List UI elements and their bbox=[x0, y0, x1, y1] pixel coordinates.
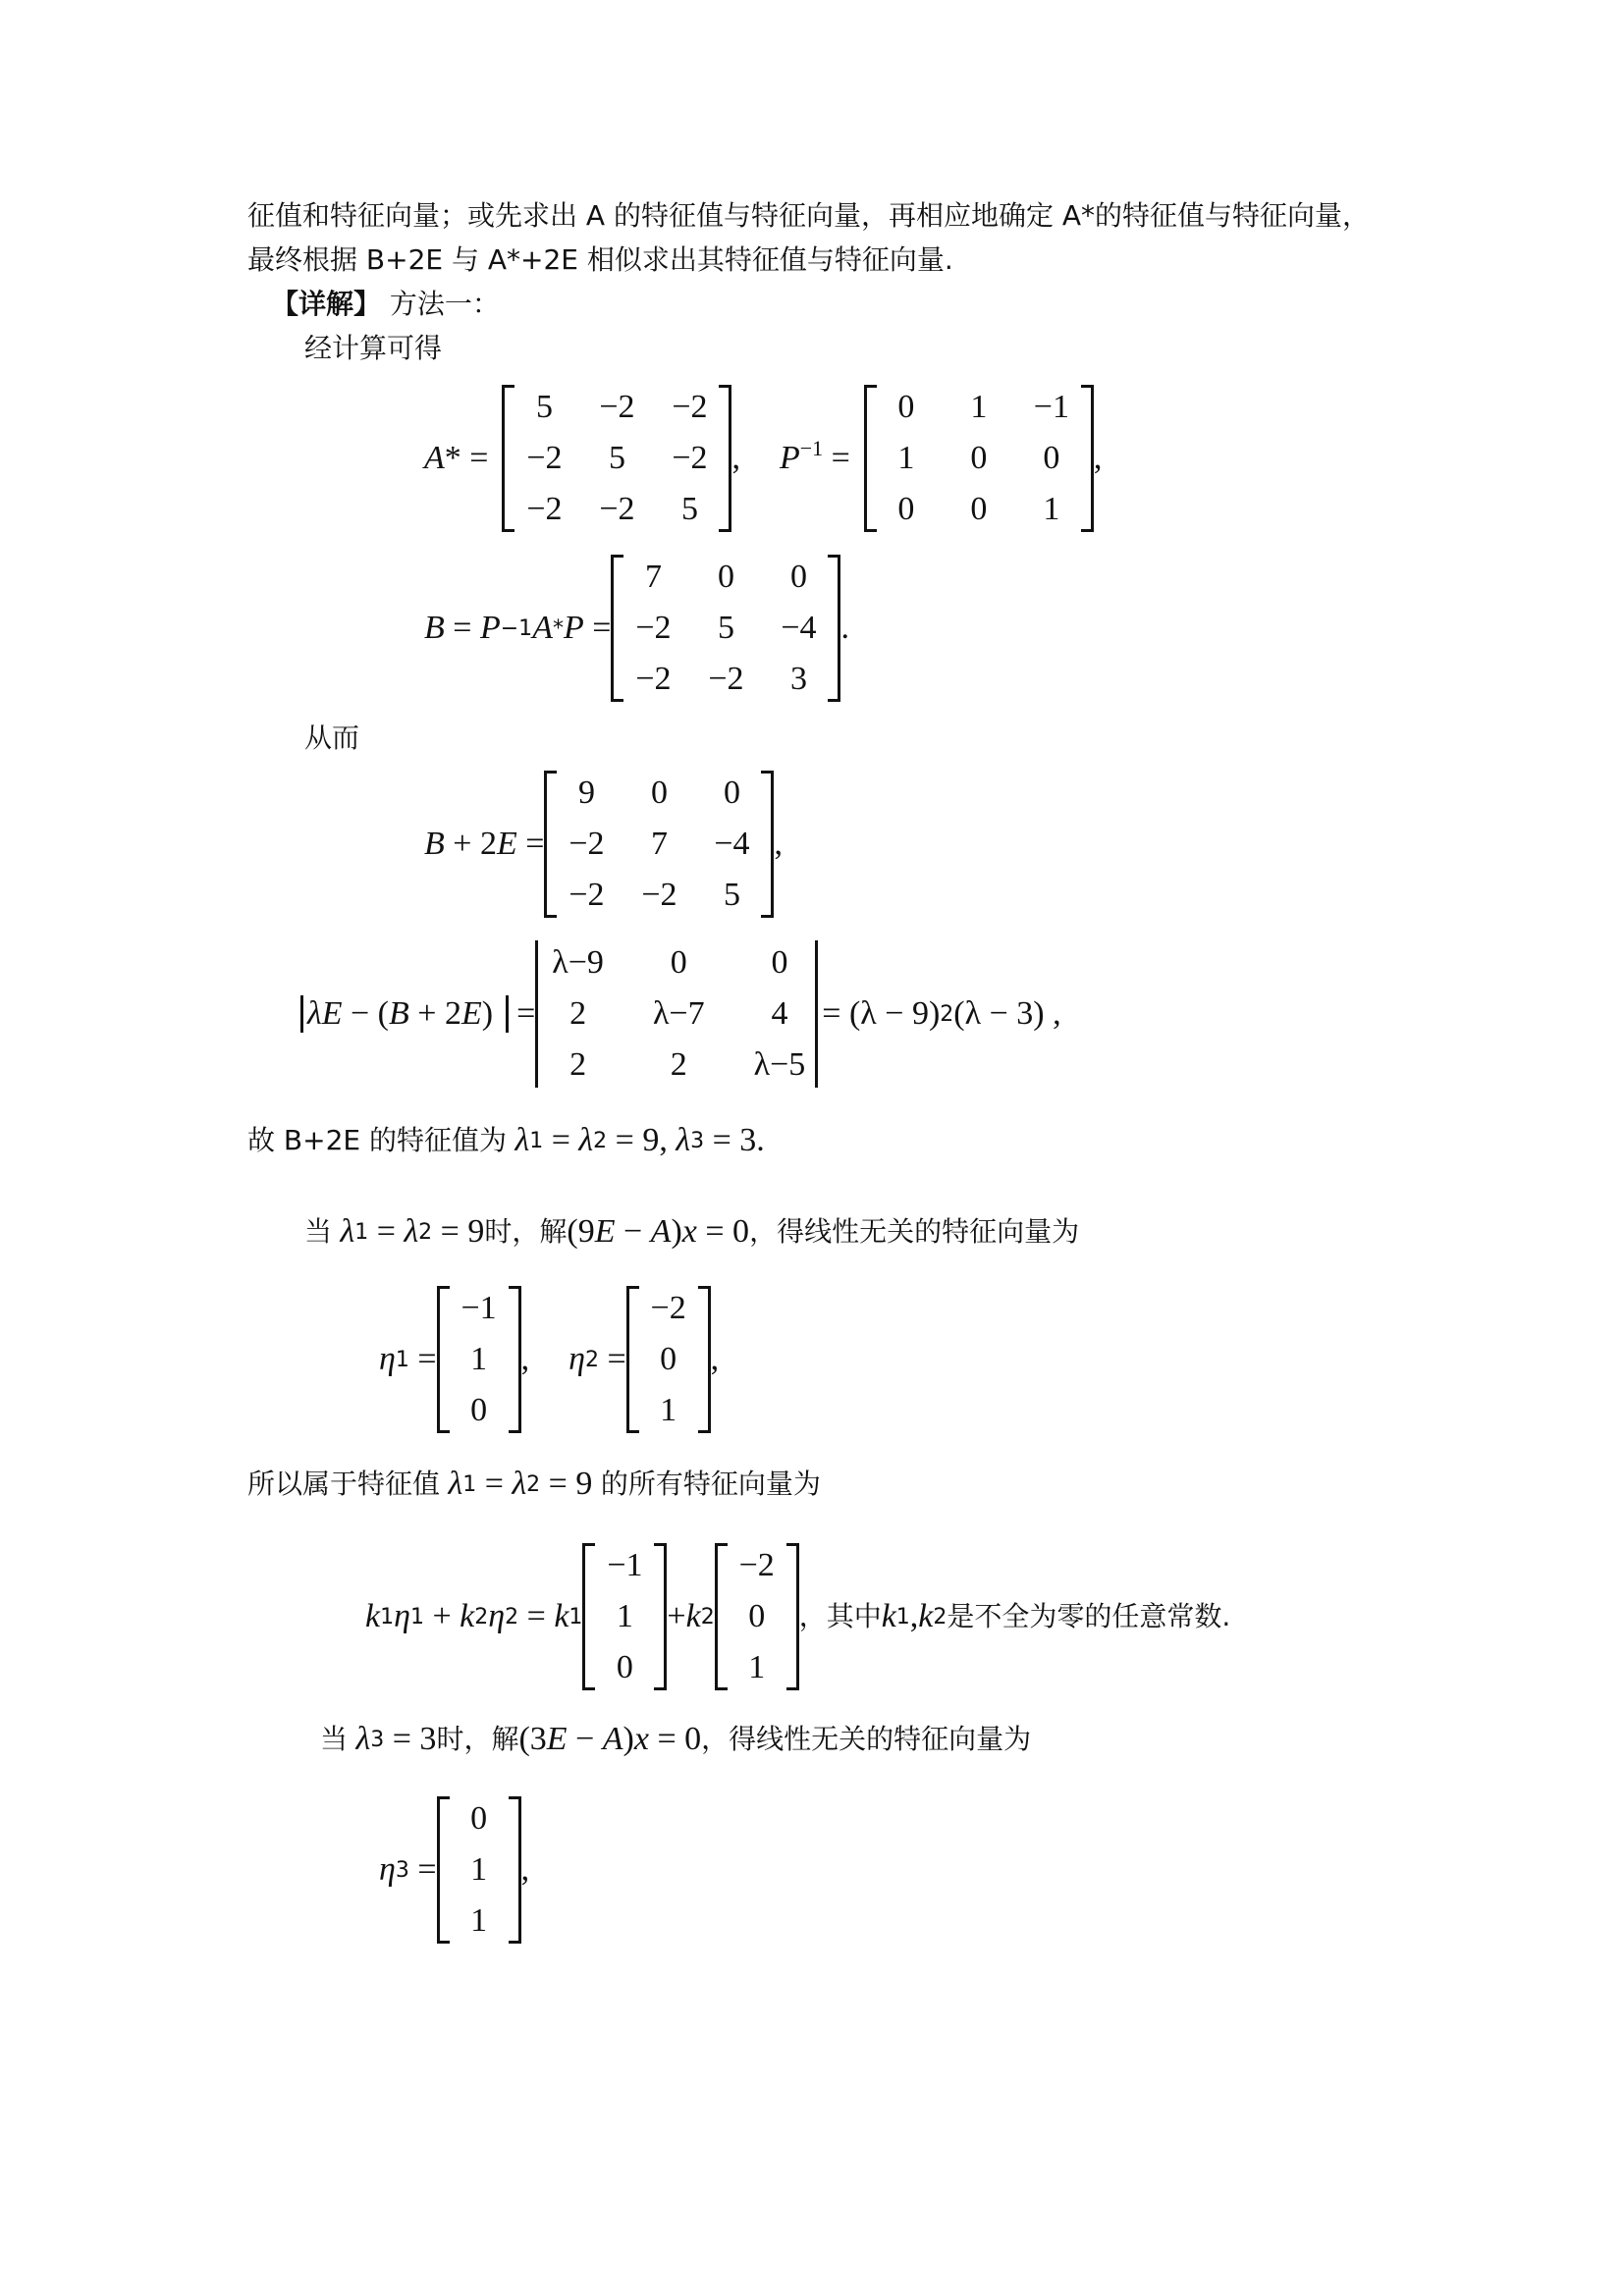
matrix-cell: 5 bbox=[608, 440, 625, 476]
method-label: 方法一： bbox=[389, 288, 500, 320]
matrix-cell: 0 bbox=[470, 1392, 488, 1428]
matrix-cell: −1 bbox=[1033, 389, 1069, 425]
b2e-equation: B + 2 E = 9 0 0 −2 7 −4 −2 −2 5 , bbox=[424, 771, 783, 918]
all-vectors-line: 所以属于特征值 λ 1 = λ 2 = 9 的所有特征向量为 bbox=[247, 1466, 821, 1502]
matrix-cell: 1 bbox=[897, 440, 915, 476]
matrix-cell: 0 bbox=[897, 389, 915, 425]
matrix-cell: −2 bbox=[635, 661, 672, 697]
eigenvalue-text: 故 B+2E 的特征值为 bbox=[247, 1124, 507, 1156]
matrix-cell: 1 bbox=[660, 1392, 677, 1428]
matrix-cell: 1 bbox=[616, 1598, 633, 1634]
det-matrix bbox=[535, 940, 822, 1088]
detail-heading bbox=[271, 285, 500, 324]
case-9-prefix: 当 bbox=[304, 1215, 333, 1248]
matrix-cell: 9 bbox=[577, 774, 595, 811]
matrix-cell: 1 bbox=[470, 1902, 488, 1939]
det-result-exponent: 2 bbox=[940, 1001, 954, 1027]
matrix-cell: 5 bbox=[680, 491, 698, 527]
matrix-cell: 0 bbox=[650, 774, 668, 811]
matrix-cell: 2 bbox=[569, 1046, 587, 1083]
matrix-cell: 5 bbox=[723, 877, 740, 913]
case-3-line: 当 λ 3 = 3 时，解 (3 E − A ) x = 0 ，得线性无关的特征向量为 bbox=[320, 1721, 1032, 1757]
para-line-2: 最终根据 B+2E 与 A*+2E 相似求出其特征值与特征向量. bbox=[247, 243, 953, 276]
det-result: = (λ − 9) bbox=[822, 995, 941, 1032]
matrix-cell: −2 bbox=[599, 491, 635, 527]
matrix-cell: 0 bbox=[616, 1649, 633, 1685]
matrix-cell: 0 bbox=[789, 559, 807, 595]
matrix-cell: −2 bbox=[526, 440, 563, 476]
det-equation: λE − (B + 2E) = λ−9 0 0 2 λ−7 4 2 2 λ−5 = (λ − 9) 2 (λ − 3) , bbox=[300, 940, 1061, 1088]
astar-matrix bbox=[502, 385, 731, 532]
comb-tail-suffix: 是不全为零的任意常数. bbox=[947, 1600, 1231, 1632]
matrix-cell: 0 bbox=[723, 774, 740, 811]
b2e-matrix bbox=[544, 771, 774, 918]
matrix-cell: λ−7 bbox=[652, 995, 705, 1032]
matrix-cell: −4 bbox=[714, 826, 750, 862]
comb-tail-prefix: ，其中 bbox=[798, 1600, 882, 1632]
b-equation: B = P −1 A * P = 7 0 0 −2 5 −4 −2 −2 3 . bbox=[424, 555, 849, 702]
combination-equation: k 1 η 1 + k 2 η 2 = k 1 −1 1 0 + k 2 −2 0 1 ，其中 k 1 , k 2 是不全为零的任意常数. bbox=[365, 1543, 1230, 1690]
all-vectors-prefix: 所以属于特征值 bbox=[247, 1468, 441, 1500]
det-result-tail: (λ − 3) , bbox=[953, 995, 1061, 1032]
matrix-cell: 1 bbox=[470, 1341, 488, 1377]
all-vectors-suffix: 的所有特征向量为 bbox=[600, 1468, 821, 1500]
matrix-cell: 1 bbox=[748, 1649, 766, 1685]
eta2-vector bbox=[626, 1286, 711, 1433]
matrix-cell: −2 bbox=[650, 1290, 686, 1326]
thus-label: 从而 bbox=[304, 721, 360, 754]
matrix-cell: 7 bbox=[644, 559, 662, 595]
comb-vector-1 bbox=[582, 1543, 667, 1690]
matrix-cell: −2 bbox=[568, 826, 605, 862]
comb-vector-2 bbox=[715, 1543, 799, 1690]
eta3-vector bbox=[437, 1796, 521, 1944]
eta3-equation: η 3 = 0 1 1 , bbox=[379, 1796, 529, 1944]
matrix-cell: 0 bbox=[670, 944, 687, 981]
matrix-cell: 1 bbox=[970, 389, 988, 425]
matrix-cell: −2 bbox=[708, 661, 744, 697]
matrix-cell: 0 bbox=[970, 440, 988, 476]
eta1-vector bbox=[437, 1286, 521, 1433]
matrix-cell: 0 bbox=[717, 559, 734, 595]
matrix-cell: 0 bbox=[1043, 440, 1060, 476]
eta12-equation: η 1 = −1 1 0 , η 2 = −2 0 1 , bbox=[379, 1286, 719, 1433]
matrix-cell: 2 bbox=[569, 995, 587, 1032]
matrix-cell: 0 bbox=[897, 491, 915, 527]
para-line-1: 征值和特征向量；或先求出 A 的特征值与特征向量，再相应地确定 A*的特征值与特征向量， bbox=[247, 199, 1371, 232]
matrix-cell: 1 bbox=[470, 1851, 488, 1888]
matrix-cell: −2 bbox=[526, 491, 563, 527]
matrix-cell: −2 bbox=[568, 877, 605, 913]
matrix-cell: −4 bbox=[781, 610, 817, 646]
b-matrix bbox=[611, 555, 840, 702]
astar-equation: A * = 5 −2 −2 −2 5 −2 −2 −2 5 , P −1 = 0 1 −1 1 0 0 0 0 1 , bbox=[424, 385, 1102, 532]
eigenvalue-line: 故 B+2E 的特征值为 λ 1 = λ 2 = 9, λ 3 = 3. bbox=[247, 1122, 765, 1158]
matrix-cell: 0 bbox=[970, 491, 988, 527]
matrix-cell: 5 bbox=[535, 389, 553, 425]
matrix-cell: 1 bbox=[1043, 491, 1060, 527]
matrix-cell: −1 bbox=[607, 1547, 643, 1583]
pinv-matrix bbox=[864, 385, 1094, 532]
matrix-cell: 5 bbox=[717, 610, 734, 646]
matrix-cell: −2 bbox=[672, 389, 708, 425]
matrix-cell: 3 bbox=[789, 661, 807, 697]
matrix-cell: 0 bbox=[748, 1598, 766, 1634]
matrix-cell: −2 bbox=[738, 1547, 775, 1583]
detail-label: 【详解】 bbox=[271, 288, 382, 320]
matrix-cell: −2 bbox=[599, 389, 635, 425]
case-9-suffix: ，得线性无关的特征向量为 bbox=[749, 1215, 1080, 1248]
matrix-cell: −2 bbox=[635, 610, 672, 646]
matrix-cell: 4 bbox=[771, 995, 788, 1032]
calc-intro: 经计算可得 bbox=[304, 332, 443, 364]
case-3-suffix: ，得线性无关的特征向量为 bbox=[701, 1723, 1032, 1755]
matrix-cell: −2 bbox=[641, 877, 677, 913]
matrix-cell: 2 bbox=[670, 1046, 687, 1083]
matrix-cell: λ−9 bbox=[552, 944, 604, 981]
case-3-prefix: 当 bbox=[320, 1723, 349, 1755]
matrix-cell: −1 bbox=[460, 1290, 497, 1326]
case-9-line: 当 λ 1 = λ 2 = 9 时，解 (9 E − A ) x = 0 ，得线性无关的特征向量为 bbox=[304, 1213, 1080, 1250]
matrix-cell: 0 bbox=[470, 1800, 488, 1837]
case-3-mid: 时，解 bbox=[436, 1723, 519, 1755]
matrix-cell: 0 bbox=[771, 944, 788, 981]
matrix-cell: 0 bbox=[660, 1341, 677, 1377]
matrix-cell: λ−5 bbox=[753, 1046, 806, 1083]
matrix-cell: 7 bbox=[650, 826, 668, 862]
matrix-cell: −2 bbox=[672, 440, 708, 476]
case-9-mid: 时，解 bbox=[484, 1215, 568, 1248]
